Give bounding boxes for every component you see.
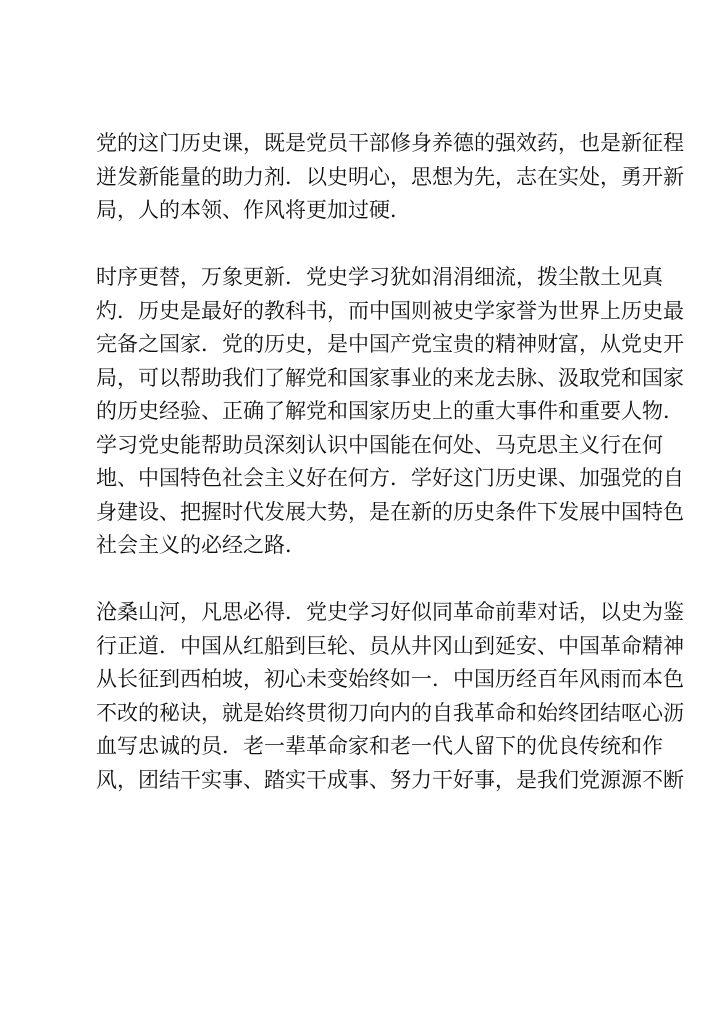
paragraph-1 xyxy=(96,127,684,228)
text-line: 从长征到西柏坡，初心未变始终如一．中国历经百年风雨而本色 xyxy=(96,667,684,691)
text-line: 不改的秘诀，就是始终贯彻刀向内的自我革命和始终团结呕心沥 xyxy=(96,700,684,725)
document-body xyxy=(96,127,684,831)
text-line: 风，团结干实事、踏实干成事、努力干好事，是我们党源源不断 xyxy=(96,767,684,792)
text-line: 局，人的本领、作风将更加过硬． xyxy=(96,198,411,222)
text-line: 的历史经验、正确了解党和国家历史上的重大事件和重要人物． xyxy=(96,399,684,423)
text-line: 时序更替，万象更新．党史学习犹如涓涓细流，拨尘散土见真 xyxy=(96,265,663,289)
text-line: 身建设、把握时代发展大势，是在新的历史条件下发展中国特色 xyxy=(96,499,684,524)
text-line: 学习党史能帮助员深刻认识中国能在何处、马克思主义行在何 xyxy=(96,432,663,457)
text-line: 社会主义的必经之路． xyxy=(96,533,306,557)
text-line: 党的这门历史课，既是党员干部修身养德的强效药，也是新征程 xyxy=(96,131,684,155)
text-line: 迸发新能量的助力剂．以史明心，思想为先，志在实处，勇开新 xyxy=(96,164,684,189)
text-line: 灼．历史是最好的教科书，而中国则被史学家誉为世界上历史最 xyxy=(96,298,684,323)
text-line: 局，可以帮助我们了解党和国家事业的来龙去脉、汲取党和国家 xyxy=(96,365,684,390)
text-line: 沧桑山河，凡思必得．党史学习好似同革命前辈对话，以史为鉴 xyxy=(96,600,684,624)
paragraph-2 xyxy=(96,261,684,563)
text-line: 地、中国特色社会主义好在何方．学好这门历史课、加强党的自 xyxy=(96,466,684,490)
text-line: 血写忠诚的员．老一辈革命家和老一代人留下的优良传统和作 xyxy=(96,734,663,758)
text-line: 行正道．中国从红船到巨轮、员从井冈山到延安、中国革命精神 xyxy=(96,633,684,658)
text-line: 完备之国家．党的历史，是中国产党宝贵的精神财富，从党史开 xyxy=(96,332,684,356)
paragraph-3 xyxy=(96,596,684,797)
